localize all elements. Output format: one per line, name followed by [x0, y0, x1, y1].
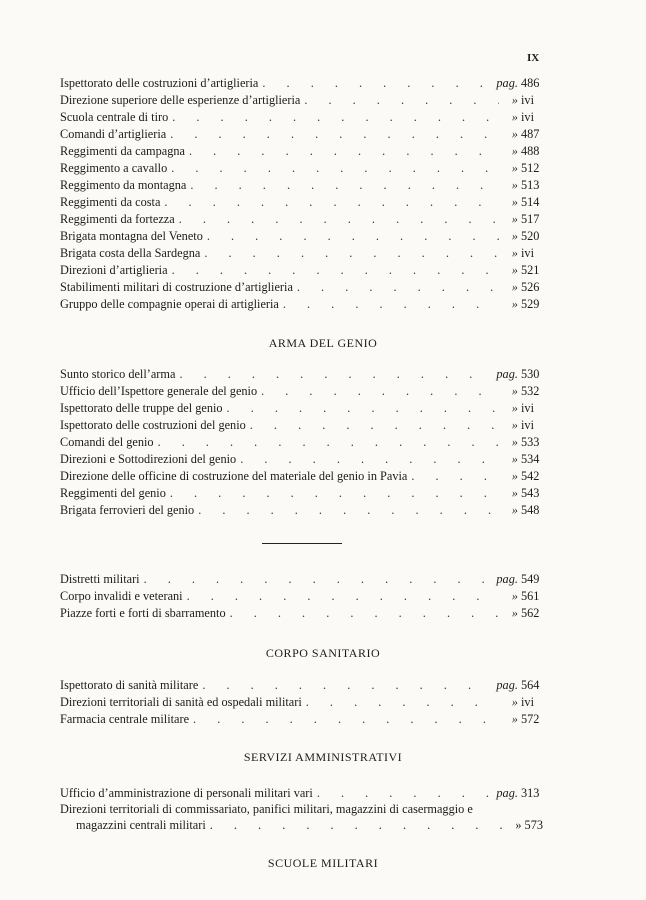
index-entry: Ufficio d’amministrazione di personali militari vari . . . pag. 313	[60, 786, 543, 800]
index-entry: Reggimento a cavallo . . . » 512	[60, 161, 543, 175]
index-entry: Ufficio dell’Ispettore generale del genio . . . » 532	[60, 384, 543, 398]
index-entry: Ispettorato delle truppe del genio . . . » ivi	[60, 401, 543, 415]
index-entry: Ispettorato di sanità militare . . . pag. 564	[60, 678, 543, 692]
index-entry: Comandi d’artiglieria . . . » 487	[60, 127, 543, 141]
index-entry: Brigata costa della Sardegna . . . » ivi	[60, 246, 543, 260]
section-heading-scuole: SCUOLE MILITARI	[267, 856, 379, 870]
section-divider	[262, 543, 342, 544]
index-entry: Ispettorato delle costruzioni d’artiglieria . . . pag. 486	[60, 76, 543, 90]
index-entry: Direzione superiore delle esperienze d’artiglieria . . . » ivi	[60, 93, 543, 107]
index-entry: Direzioni e Sottodirezioni del genio . . . » 534	[60, 452, 543, 466]
index-entry: Farmacia centrale militare . . . » 572	[60, 712, 543, 726]
index-entry: Scuola centrale di tiro . . . » ivi	[60, 110, 543, 124]
index-entry: Sunto storico dell’arma . . . pag. 530	[60, 367, 543, 381]
index-entry: Gruppo delle compagnie operai di artiglieria . . . » 529	[60, 297, 543, 311]
index-entry-continuation: magazzini centrali militari . . . » 573	[76, 818, 543, 832]
page-number: IX	[527, 52, 540, 64]
section-heading-sanitario: CORPO SANITARIO	[265, 646, 381, 660]
index-entry: Direzione delle officine di costruzione del materiale del genio in Pavia . . . » 542	[60, 469, 543, 483]
index-entry: Reggimenti da campagna . . . » 488	[60, 144, 543, 158]
index-entry: Ispettorato delle costruzioni del genio . . . » ivi	[60, 418, 543, 432]
index-entry: Reggimenti da costa . . . » 514	[60, 195, 543, 209]
index-entry: Corpo invalidi e veterani . . . » 561	[60, 589, 543, 603]
index-entry: Comandi del genio . . . » 533	[60, 435, 543, 449]
section-heading-amministrativi: SERVIZI AMMINISTRATIVI	[243, 750, 403, 764]
index-entry: Reggimenti da fortezza . . . » 517	[60, 212, 543, 226]
index-entry: Brigata ferrovieri del genio . . . » 548	[60, 503, 543, 517]
index-entry: Direzioni territoriali di sanità ed ospedali militari . . . » ivi	[60, 695, 543, 709]
index-entry: Direzioni d’artiglieria . . . » 521	[60, 263, 543, 277]
index-entry: Distretti militari . . . pag. 549	[60, 572, 543, 586]
index-entry: Reggimento da montagna . . . » 513	[60, 178, 543, 192]
index-entry: Reggimenti del genio . . . » 543	[60, 486, 543, 500]
section-heading-genio: ARMA DEL GENIO	[268, 336, 378, 350]
index-entry: Brigata montagna del Veneto . . . » 520	[60, 229, 543, 243]
index-entry-multiline: Direzioni territoriali di commissariato, panifici militari, magazzini di casermaggio e	[60, 802, 473, 816]
index-entry: Stabilimenti militari di costruzione d’artiglieria . . . » 526	[60, 280, 543, 294]
index-entry: Piazze forti e forti di sbarramento . . . » 562	[60, 606, 543, 620]
